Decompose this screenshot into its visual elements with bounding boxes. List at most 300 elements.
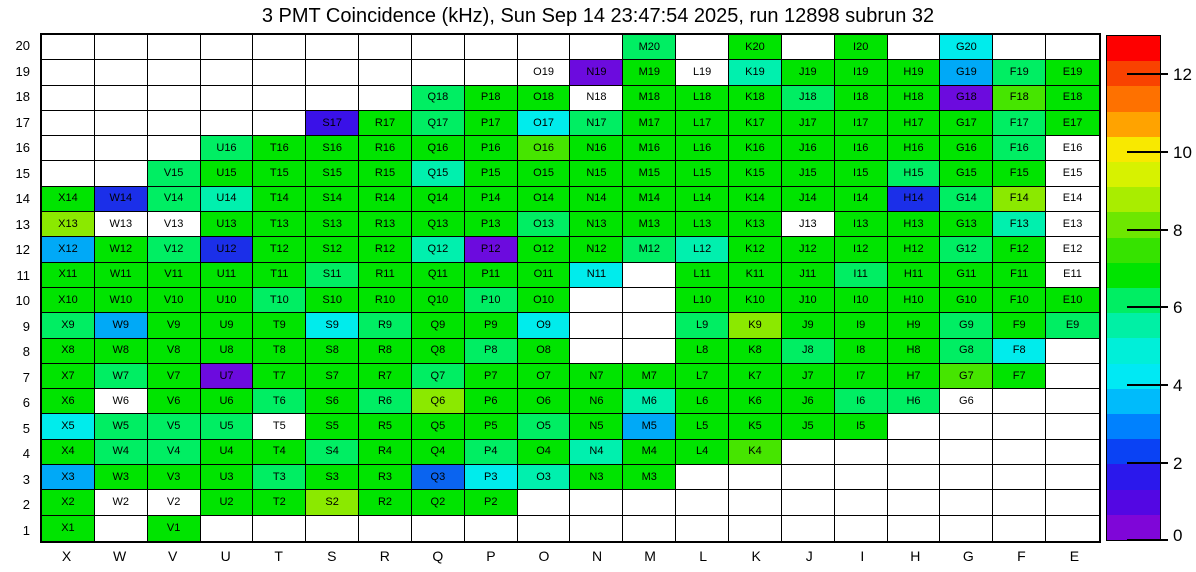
heatmap-cell-Q5 xyxy=(412,414,465,439)
heatmap-cell-L6 xyxy=(676,389,729,414)
cell-label: O3 xyxy=(536,470,551,483)
cell-label: W14 xyxy=(109,192,133,205)
x-tick-label-U: U xyxy=(220,548,231,564)
heatmap-cell-X9 xyxy=(42,313,95,338)
cell-label: O17 xyxy=(533,116,554,129)
heatmap-cell-empty xyxy=(42,35,95,60)
heatmap-cell-N4 xyxy=(570,440,623,465)
cell-label: T8 xyxy=(272,344,286,357)
cell-label: Q3 xyxy=(430,470,446,483)
heatmap-cell-V13 xyxy=(148,212,201,237)
heatmap-cell-H6 xyxy=(888,389,941,414)
cell-label: S6 xyxy=(325,394,339,407)
heatmap-cell-U2 xyxy=(201,490,254,515)
heatmap-cell-H12 xyxy=(888,237,941,262)
cell-label: P6 xyxy=(483,394,498,407)
x-tick-label-J: J xyxy=(805,548,813,564)
x-tick-label-Q: Q xyxy=(432,548,444,564)
cell-label: Q8 xyxy=(430,344,446,357)
cell-label: X11 xyxy=(58,268,78,281)
heatmap-cell-Q10 xyxy=(412,288,465,313)
heatmap-cell-L18 xyxy=(676,86,729,111)
heatmap-cell-empty xyxy=(888,465,941,490)
cell-label: L8 xyxy=(695,344,709,357)
colorbar-band xyxy=(1107,389,1160,414)
cell-label: M16 xyxy=(638,141,660,154)
x-tick-label-X: X xyxy=(61,548,72,564)
cell-label: I5 xyxy=(856,420,866,433)
heatmap-cell-E14 xyxy=(1046,187,1099,212)
cell-label: L18 xyxy=(692,91,712,104)
cell-label: P16 xyxy=(480,141,501,154)
heatmap-cell-L15 xyxy=(676,161,729,186)
cell-label: H7 xyxy=(906,369,921,382)
heatmap-cell-N11 xyxy=(570,263,623,288)
heatmap-cell-S7 xyxy=(306,364,359,389)
cell-label: T10 xyxy=(269,293,289,306)
heatmap-cell-G11 xyxy=(940,263,993,288)
colorbar-band xyxy=(1107,61,1160,86)
heatmap-cell-empty xyxy=(993,516,1046,541)
heatmap-cell-I11 xyxy=(835,263,888,288)
heatmap-cell-L7 xyxy=(676,364,729,389)
heatmap-cell-T9 xyxy=(253,313,306,338)
cell-label: G14 xyxy=(955,192,977,205)
cell-label: J14 xyxy=(798,192,817,205)
y-tick-label-2: 2 xyxy=(22,497,30,513)
cell-label: T14 xyxy=(269,192,289,205)
cell-label: M17 xyxy=(638,116,660,129)
heatmap-cell-empty xyxy=(1046,35,1099,60)
heatmap-cell-E10 xyxy=(1046,288,1099,313)
heatmap-cell-O10 xyxy=(518,288,571,313)
heatmap-cell-H18 xyxy=(888,86,941,111)
heatmap-cell-I12 xyxy=(835,237,888,262)
heatmap-cell-J17 xyxy=(782,111,835,136)
heatmap-cell-empty xyxy=(1046,389,1099,414)
cell-label: H12 xyxy=(903,243,924,256)
heatmap-cell-empty xyxy=(42,111,95,136)
cell-label: K10 xyxy=(745,293,765,306)
cell-label: K5 xyxy=(748,420,762,433)
heatmap-cell-J10 xyxy=(782,288,835,313)
colorbar-band xyxy=(1107,364,1160,389)
cell-label: X1 xyxy=(61,521,75,534)
heatmap-cell-empty xyxy=(253,86,306,111)
heatmap-cell-empty xyxy=(676,465,729,490)
heatmap-cell-V15 xyxy=(148,161,201,186)
cell-label: N13 xyxy=(586,217,607,230)
heatmap-cell-G9 xyxy=(940,313,993,338)
y-tick-label-3: 3 xyxy=(22,471,30,487)
heatmap-cell-empty xyxy=(201,35,254,60)
x-tick-label-L: L xyxy=(699,548,708,564)
cell-label: P17 xyxy=(480,116,501,129)
heatmap-cell-J11 xyxy=(782,263,835,288)
heatmap-cell-K8 xyxy=(729,339,782,364)
cell-label: R12 xyxy=(374,243,396,256)
cell-label: O13 xyxy=(533,217,554,230)
cell-label: J6 xyxy=(802,394,814,407)
cell-label: X8 xyxy=(61,344,75,357)
cell-label: T7 xyxy=(272,369,286,382)
heatmap-cell-I19 xyxy=(835,60,888,85)
heatmap-cell-M13 xyxy=(623,212,676,237)
heatmap-cell-empty xyxy=(148,86,201,111)
heatmap-cell-X8 xyxy=(42,339,95,364)
cell-label: S9 xyxy=(325,318,339,331)
cell-label: M6 xyxy=(641,394,657,407)
heatmap-cell-M5 xyxy=(623,414,676,439)
heatmap-cell-empty xyxy=(940,516,993,541)
heatmap-cell-V14 xyxy=(148,187,201,212)
colorbar-band xyxy=(1107,263,1160,288)
heatmap-cell-J9 xyxy=(782,313,835,338)
heatmap-cell-Q14 xyxy=(412,187,465,212)
cell-label: F8 xyxy=(1012,344,1026,357)
cell-label: G7 xyxy=(959,369,974,382)
cell-label: S4 xyxy=(325,445,339,458)
heatmap-cell-J16 xyxy=(782,136,835,161)
heatmap-cell-O14 xyxy=(518,187,571,212)
cell-label: P2 xyxy=(483,496,498,509)
cell-label: W2 xyxy=(112,496,130,509)
heatmap-cell-empty xyxy=(412,60,465,85)
cell-label: E19 xyxy=(1062,65,1083,78)
heatmap-cell-W5 xyxy=(95,414,148,439)
cell-label: I16 xyxy=(853,141,869,154)
heatmap-cell-K20 xyxy=(729,35,782,60)
heatmap-cell-K17 xyxy=(729,111,782,136)
cell-label: M3 xyxy=(641,470,657,483)
cell-label: E16 xyxy=(1062,141,1083,154)
heatmap-cell-S8 xyxy=(306,339,359,364)
heatmap-cell-empty xyxy=(1046,465,1099,490)
cell-label: F17 xyxy=(1009,116,1029,129)
cell-label: E12 xyxy=(1062,243,1083,256)
heatmap-cell-X11 xyxy=(42,263,95,288)
x-tick-label-E: E xyxy=(1069,548,1080,564)
cell-label: K15 xyxy=(745,167,765,180)
cell-label: H16 xyxy=(903,141,924,154)
heatmap-cell-R4 xyxy=(359,440,412,465)
cell-label: R14 xyxy=(374,192,396,205)
cell-label: U8 xyxy=(219,344,234,357)
cell-label: R15 xyxy=(374,167,396,180)
heatmap-cell-G20 xyxy=(940,35,993,60)
heatmap-cell-P6 xyxy=(465,389,518,414)
heatmap-cell-empty xyxy=(42,136,95,161)
heatmap-cell-empty xyxy=(253,60,306,85)
heatmap-cell-M14 xyxy=(623,187,676,212)
heatmap-cell-P17 xyxy=(465,111,518,136)
heatmap-cell-P13 xyxy=(465,212,518,237)
heatmap-cell-K10 xyxy=(729,288,782,313)
cell-label: N7 xyxy=(589,369,604,382)
cell-label: L16 xyxy=(692,141,712,154)
heatmap-cell-S6 xyxy=(306,389,359,414)
heatmap-cell-empty xyxy=(95,35,148,60)
heatmap-cell-P5 xyxy=(465,414,518,439)
y-tick-label-18: 18 xyxy=(15,89,30,105)
cell-label: E15 xyxy=(1062,167,1083,180)
heatmap-cell-H16 xyxy=(888,136,941,161)
heatmap-cell-L10 xyxy=(676,288,729,313)
heatmap-cell-X13 xyxy=(42,212,95,237)
heatmap-cell-O12 xyxy=(518,237,571,262)
cell-label: G16 xyxy=(955,141,977,154)
cell-label: R13 xyxy=(374,217,396,230)
cell-label: N14 xyxy=(586,192,607,205)
cell-label: U6 xyxy=(219,394,234,407)
cell-label: W10 xyxy=(109,293,133,306)
heatmap-cell-J18 xyxy=(782,86,835,111)
heatmap-cell-V1 xyxy=(148,516,201,541)
cell-label: U11 xyxy=(216,268,237,281)
cell-label: G11 xyxy=(956,268,977,281)
heatmap-cell-R2 xyxy=(359,490,412,515)
cell-label: S14 xyxy=(322,192,342,205)
heatmap-cell-M19 xyxy=(623,60,676,85)
heatmap-cell-O13 xyxy=(518,212,571,237)
heatmap-cell-L5 xyxy=(676,414,729,439)
cell-label: I18 xyxy=(853,91,869,104)
heatmap-cell-empty xyxy=(359,86,412,111)
heatmap-cell-O8 xyxy=(518,339,571,364)
cell-label: Q2 xyxy=(430,496,446,509)
cell-label: Q5 xyxy=(430,420,446,433)
cell-label: S8 xyxy=(325,344,339,357)
heatmap-cell-U13 xyxy=(201,212,254,237)
heatmap-cell-F8 xyxy=(993,339,1046,364)
heatmap-cell-M3 xyxy=(623,465,676,490)
cell-label: L19 xyxy=(692,65,712,78)
heatmap-cell-R17 xyxy=(359,111,412,136)
colorbar-tick-label-10: 10 xyxy=(1173,142,1192,162)
heatmap-cell-N15 xyxy=(570,161,623,186)
heatmap-cell-empty xyxy=(42,161,95,186)
heatmap-cell-empty xyxy=(993,465,1046,490)
heatmap-cell-K15 xyxy=(729,161,782,186)
cell-label: N6 xyxy=(589,394,604,407)
cell-label: N17 xyxy=(586,116,607,129)
y-tick-label-20: 20 xyxy=(15,38,30,54)
colorbar-band xyxy=(1107,86,1160,111)
cell-label: S3 xyxy=(325,470,339,483)
colorbar-band xyxy=(1107,464,1160,489)
colorbar-tick-label-12: 12 xyxy=(1173,64,1192,84)
cell-label: K11 xyxy=(745,268,765,281)
heatmap-cell-empty xyxy=(993,389,1046,414)
heatmap-cell-empty xyxy=(42,86,95,111)
heatmap-cell-F15 xyxy=(993,161,1046,186)
cell-label: V5 xyxy=(166,420,181,433)
cell-label: U16 xyxy=(216,141,237,154)
cell-label: X13 xyxy=(58,217,78,230)
colorbar-band xyxy=(1107,212,1160,237)
heatmap-cell-X1 xyxy=(42,516,95,541)
heatmap-cell-empty xyxy=(729,516,782,541)
cell-label: L4 xyxy=(695,445,709,458)
cell-label: J19 xyxy=(798,65,817,78)
heatmap-cell-K18 xyxy=(729,86,782,111)
heatmap-cell-K11 xyxy=(729,263,782,288)
cell-label: J16 xyxy=(798,141,817,154)
cell-label: I11 xyxy=(853,268,868,281)
heatmap-cell-G12 xyxy=(940,237,993,262)
heatmap-cell-L4 xyxy=(676,440,729,465)
cell-label: J15 xyxy=(798,167,817,180)
heatmap-cell-O11 xyxy=(518,263,571,288)
cell-label: L10 xyxy=(692,293,712,306)
heatmap-cell-empty xyxy=(940,490,993,515)
heatmap-cell-T15 xyxy=(253,161,306,186)
heatmap-cell-U16 xyxy=(201,136,254,161)
heatmap-cell-H13 xyxy=(888,212,941,237)
colorbar-band xyxy=(1107,112,1160,137)
heatmap-cell-M12 xyxy=(623,237,676,262)
heatmap-cell-F10 xyxy=(993,288,1046,313)
cell-label: I9 xyxy=(856,318,866,331)
heatmap-cell-empty xyxy=(306,86,359,111)
heatmap-cell-T2 xyxy=(253,490,306,515)
cell-label: X3 xyxy=(61,470,75,483)
cell-label: G6 xyxy=(959,394,974,407)
cell-label: R3 xyxy=(377,470,393,483)
heatmap-cell-G17 xyxy=(940,111,993,136)
colorbar-band xyxy=(1107,439,1160,464)
cell-label: N15 xyxy=(586,167,607,180)
cell-label: H17 xyxy=(903,116,924,129)
cell-label: S7 xyxy=(325,369,339,382)
heatmap-cell-W14 xyxy=(95,187,148,212)
heatmap-cell-I17 xyxy=(835,111,888,136)
heatmap-cell-P8 xyxy=(465,339,518,364)
heatmap-cell-U7 xyxy=(201,364,254,389)
cell-label: V6 xyxy=(166,394,181,407)
heatmap-cell-H11 xyxy=(888,263,941,288)
heatmap-cell-empty xyxy=(1046,339,1099,364)
cell-label: S11 xyxy=(322,268,342,281)
heatmap-cell-R7 xyxy=(359,364,412,389)
heatmap-cell-empty xyxy=(359,35,412,60)
x-tick-label-W: W xyxy=(112,548,127,564)
heatmap-cell-T7 xyxy=(253,364,306,389)
cell-label: G18 xyxy=(955,91,977,104)
heatmap-cell-empty xyxy=(729,490,782,515)
cell-label: I12 xyxy=(853,243,869,256)
heatmap-cell-U8 xyxy=(201,339,254,364)
heatmap-cell-L12 xyxy=(676,237,729,262)
heatmap-cell-X3 xyxy=(42,465,95,490)
cell-label: M18 xyxy=(638,91,660,104)
cell-label: G20 xyxy=(955,40,977,53)
heatmap-cell-R3 xyxy=(359,465,412,490)
colorbar xyxy=(1106,35,1161,541)
heatmap-cell-P9 xyxy=(465,313,518,338)
heatmap-cell-empty xyxy=(95,136,148,161)
heatmap-cell-H8 xyxy=(888,339,941,364)
heatmap-cell-T16 xyxy=(253,136,306,161)
cell-label: P12 xyxy=(480,243,501,256)
cell-label: H15 xyxy=(903,167,924,180)
heatmap-cell-empty xyxy=(623,516,676,541)
cell-label: I14 xyxy=(853,192,869,205)
cell-label: L15 xyxy=(692,167,712,180)
cell-label: L12 xyxy=(692,243,712,256)
heatmap-cell-Q13 xyxy=(412,212,465,237)
heatmap-cell-I18 xyxy=(835,86,888,111)
colorbar-band xyxy=(1107,187,1160,212)
heatmap-cell-P15 xyxy=(465,161,518,186)
heatmap-cell-O9 xyxy=(518,313,571,338)
cell-label: O11 xyxy=(533,268,554,281)
cell-label: F15 xyxy=(1009,167,1029,180)
cell-label: O16 xyxy=(533,141,554,154)
cell-label: P8 xyxy=(483,344,498,357)
cell-label: N11 xyxy=(586,268,607,281)
cell-label: K17 xyxy=(745,116,765,129)
cell-label: U14 xyxy=(216,192,237,205)
heatmap-cell-empty xyxy=(623,490,676,515)
heatmap-cell-F11 xyxy=(993,263,1046,288)
heatmap-cell-empty xyxy=(1046,516,1099,541)
cell-label: L7 xyxy=(695,369,709,382)
cell-label: T3 xyxy=(272,470,286,483)
heatmap-cell-empty xyxy=(95,161,148,186)
cell-label: O19 xyxy=(533,65,554,78)
heatmap-cell-S5 xyxy=(306,414,359,439)
cell-label: M19 xyxy=(638,65,660,78)
cell-label: N3 xyxy=(589,470,604,483)
cell-label: N18 xyxy=(586,91,607,104)
heatmap-cell-V11 xyxy=(148,263,201,288)
heatmap-cell-J8 xyxy=(782,339,835,364)
colorbar-band xyxy=(1107,36,1160,61)
cell-label: K14 xyxy=(745,192,765,205)
cell-label: F13 xyxy=(1009,217,1029,230)
heatmap-cell-U10 xyxy=(201,288,254,313)
heatmap-cell-L17 xyxy=(676,111,729,136)
cell-label: M5 xyxy=(641,420,657,433)
heatmap-cell-X5 xyxy=(42,414,95,439)
cell-label: V12 xyxy=(163,243,184,256)
cell-label: O10 xyxy=(533,293,554,306)
heatmap-cell-empty xyxy=(306,35,359,60)
heatmap-cell-K13 xyxy=(729,212,782,237)
x-tick-label-G: G xyxy=(962,548,974,564)
heatmap-cell-empty xyxy=(993,414,1046,439)
cell-label: V15 xyxy=(163,167,184,180)
heatmap-cell-E16 xyxy=(1046,136,1099,161)
heatmap-cell-empty xyxy=(412,516,465,541)
cell-label: I15 xyxy=(853,167,869,180)
heatmap-cell-R16 xyxy=(359,136,412,161)
cell-label: Q10 xyxy=(427,293,449,306)
colorbar-band xyxy=(1107,288,1160,313)
heatmap-cell-V4 xyxy=(148,440,201,465)
cell-label: H14 xyxy=(903,192,924,205)
y-tick-label-12: 12 xyxy=(15,242,30,258)
cell-label: J13 xyxy=(798,217,817,230)
cell-label: P10 xyxy=(480,293,501,306)
heatmap-cell-S3 xyxy=(306,465,359,490)
cell-label: V11 xyxy=(164,268,183,281)
cell-label: F18 xyxy=(1009,91,1029,104)
heatmap-cell-U9 xyxy=(201,313,254,338)
cell-label: I6 xyxy=(856,394,866,407)
heatmap-cell-S10 xyxy=(306,288,359,313)
